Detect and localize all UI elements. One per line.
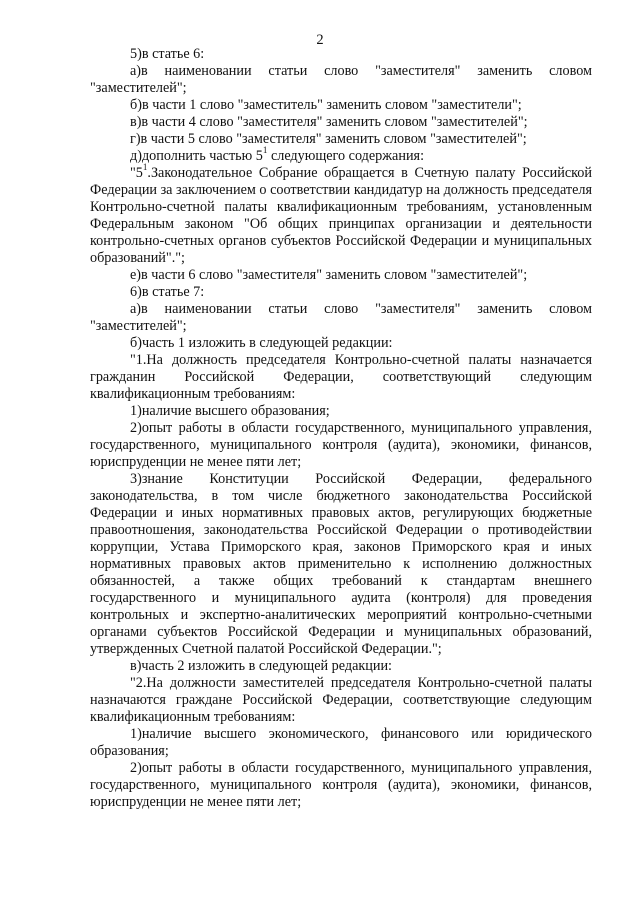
paragraph-item-5a: а)в наименовании статьи слово "заместителя" заменить словом "заместителей";	[90, 63, 592, 96]
paragraph-text: "5	[130, 165, 143, 181]
document-body	[90, 46, 592, 811]
paragraph-item-6b: б)часть 1 изложить в следующей редакции:	[130, 335, 393, 351]
paragraph-requirement-1: 1)наличие высшего образования;	[130, 403, 330, 419]
paragraph-item-6: 6)в статье 7:	[130, 284, 205, 300]
paragraph-item-5: 5)в статье 6:	[130, 46, 205, 62]
paragraph-item-6v: в)часть 2 изложить в следующей редакции:	[130, 658, 392, 674]
paragraph-text: д)дополнить частью 5	[130, 148, 263, 164]
paragraph-requirement-2-1: 1)наличие высшего экономического, финансового или юридического образования;	[90, 726, 592, 759]
page-number: 2	[316, 32, 324, 48]
paragraph-item-6a: а)в наименовании статьи слово "заместителя" заменить словом "заместителей";	[90, 301, 592, 334]
superscript: 1	[262, 145, 268, 156]
paragraph-text: .Законодательное Собрание обращается в Счетную палату Российской Федерации за заключением о соответствии кандидатур на должность председателя Контрольно-счетной палаты квалификационным требованиям, установленным Федеральным законом "Об общих принципах организации и деятельности контрольно-счетных органов субъектов Российской Федерации и муниципальных образований".";	[90, 165, 592, 266]
paragraph-item-5v: в)в части 4 слово "заместителя" заменить словом "заместителей";	[130, 114, 528, 130]
paragraph-text: следующего содержания:	[267, 148, 425, 164]
paragraph-part-2: "2.На должности заместителей председателя Контрольно-счетной палаты назначаются граждане Российской Федерации, соответствующие следующим квалификационным требованиям:	[90, 675, 592, 725]
paragraph-item-5e: е)в части 6 слово "заместителя" заменить словом "заместителей";	[130, 267, 528, 283]
paragraph-item-5d	[90, 145, 592, 165]
paragraph-item-5g: г)в части 5 слово "заместителя" заменить словом "заместителей";	[130, 131, 527, 147]
paragraph-requirement-2: 2)опыт работы в области государственного, муниципального управления, государственного, муниципального контроля (аудита), экономики, финансов, юриспруденции не менее пяти лет;	[90, 420, 592, 470]
paragraph-part-5-1	[90, 162, 592, 267]
paragraph-item-5b: б)в части 1 слово "заместитель" заменить словом "заместители";	[130, 97, 522, 113]
paragraph-requirement-3: 3)знание Конституции Российской Федерации, федерального законодательства, в том числе бюджетного законодательства Российской Федерации и иных нормативных правовых актов, регулирующих бюджетные правоотношения, законодательства Российской Федерации о противодействии коррупции, Устава Приморского края, законов Приморского края и иных нормативных правовых актов применительно к исполнению должностных обязанностей, а также общих требований к стандартам внешнего государственного и муниципального аудита (контроля) для проведения контрольных и экспертно-аналитических мероприятий контрольно-счетными органами субъектов Российской Федерации и муниципальных образований, утвержденных Счетной палатой Российской Федерации.";	[90, 471, 592, 657]
superscript: 1	[142, 162, 148, 173]
paragraph-requirement-2-2: 2)опыт работы в области государственного, муниципального управления, государственного, муниципального контроля (аудита), экономики, финансов, юриспруденции не менее пяти лет;	[90, 760, 592, 810]
paragraph-part-1: "1.На должность председателя Контрольно-счетной палаты назначается гражданин Российской Федерации, соответствующий следующим квалификационным требованиям:	[90, 352, 592, 402]
